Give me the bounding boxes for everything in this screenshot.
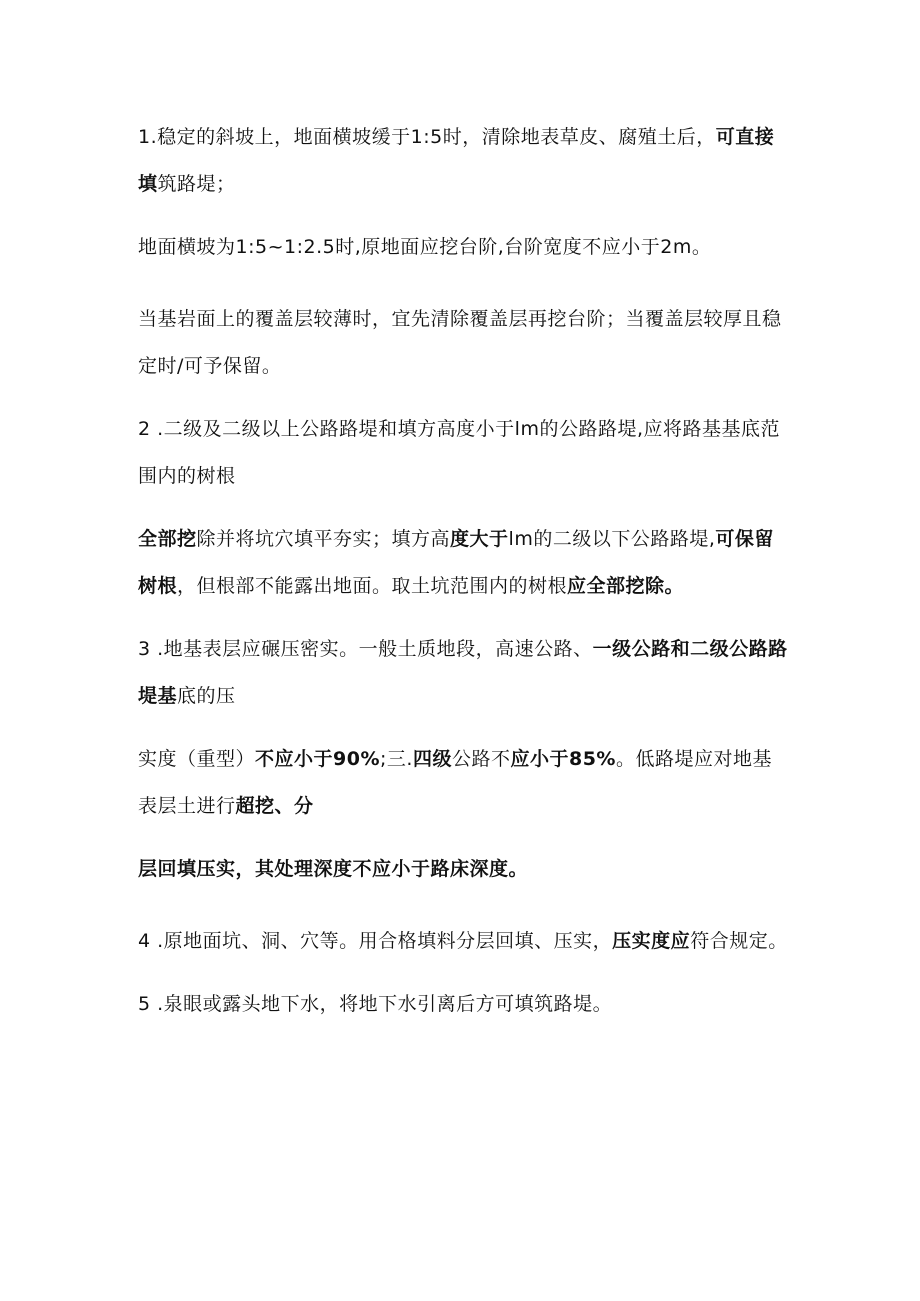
paragraph-3-seg-1: 当基岩面上的覆盖层较薄时，宜先清除覆盖层再挖台阶；当覆盖层较厚且稳定时/可予保留。 xyxy=(138,308,782,377)
paragraph-1-seg-2: 可直接填 xyxy=(138,126,775,195)
paragraph-3 xyxy=(138,296,788,390)
paragraph-6 xyxy=(138,626,788,720)
paragraph-5-seg-5: 可保留树根 xyxy=(138,528,774,597)
paragraph-6-seg-2: 一级公路和二级公路路堤基 xyxy=(138,638,788,707)
paragraph-7-seg-2: 不应小于90% xyxy=(255,748,380,770)
paragraph-10 xyxy=(138,981,788,1028)
paragraph-7-seg-4: 四级 xyxy=(412,748,452,770)
paragraph-9-seg-2: 压实度应 xyxy=(612,930,691,952)
paragraph-4-seg-1: 2 .二级及二级以上公路路堤和填方高度小于lm的公路路堤,应将路基基底范围内的树根 xyxy=(138,418,780,487)
document-page xyxy=(138,114,788,1028)
paragraph-7-seg-7: 。低路堤应对地基表层土进行 xyxy=(138,748,772,817)
paragraph-5-seg-3: 度大于 xyxy=(450,528,509,550)
paragraph-7-seg-5: 公路不 xyxy=(451,748,511,770)
paragraph-5-seg-2: 除并将坑穴填平夯实；填方高 xyxy=(196,528,451,550)
paragraph-1-seg-3: 筑路堤； xyxy=(157,173,236,195)
paragraph-8 xyxy=(138,846,788,893)
paragraph-7-seg-1: 实度（重型） xyxy=(138,748,256,770)
paragraph-7-seg-3: ;三. xyxy=(380,748,413,770)
paragraph-5-seg-4: lm的二级以下公路路堤, xyxy=(508,528,716,550)
paragraph-9-seg-1: 4 .原地面坑、洞、穴等。用合格填料分层回填、压实， xyxy=(138,930,613,952)
paragraph-1 xyxy=(138,114,788,208)
paragraph-5-seg-1: 全部挖 xyxy=(138,528,197,550)
paragraph-7-seg-8: 超挖、分 xyxy=(235,795,314,817)
paragraph-5-seg-7: 应全部挖除。 xyxy=(567,575,685,597)
paragraph-7 xyxy=(138,736,788,830)
paragraph-9-seg-3: 符合规定。 xyxy=(690,930,788,952)
paragraph-1-seg-1: 1.稳定的斜坡上，地面横坡缓于1:5时，清除地表草皮、腐殖土后， xyxy=(138,126,716,148)
paragraph-4 xyxy=(138,406,788,500)
paragraph-8-seg-1: 层回填压实，其处理深度不应小于路床深度。 xyxy=(138,858,529,880)
paragraph-5 xyxy=(138,516,788,610)
paragraph-6-seg-3: 底的压 xyxy=(177,685,236,707)
paragraph-7-seg-6: 应小于85% xyxy=(510,748,616,770)
paragraph-6-seg-1: 3 .地基表层应碾压密实。一般土质地段，高速公路、 xyxy=(138,638,593,660)
paragraph-2 xyxy=(138,224,788,271)
paragraph-2-seg-1: 地面横坡为1:5~1:2.5时,原地面应挖台阶,台阶宽度不应小于2m。 xyxy=(138,236,712,258)
paragraph-9 xyxy=(138,918,788,965)
paragraph-10-seg-1: 5 .泉眼或露头地下水，将地下水引离后方可填筑路堤。 xyxy=(138,993,613,1015)
paragraph-5-seg-6: ，但根部不能露出地面。取土坑范围内的树根 xyxy=(177,575,568,597)
